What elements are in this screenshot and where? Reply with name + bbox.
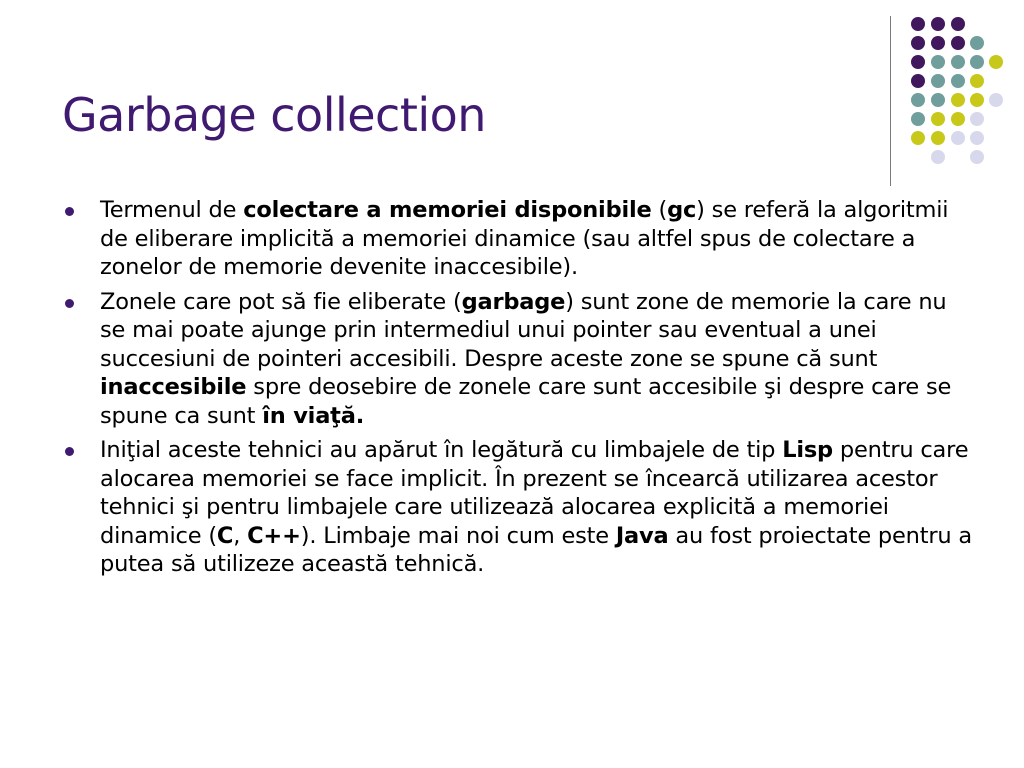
bullet-item — [62, 436, 977, 579]
decorative-dot — [911, 17, 925, 31]
decorative-dot — [931, 150, 945, 164]
bullet-text: Iniţial aceste tehnici au apărut în legătură cu limbajele de tip Lisp pentru care alocarea memoriei se face implicit. În prezent se încearcă utilizarea acestor tehnici şi pentru limbajele care utilizează alocarea explicită a memoriei dinamice (C, C++). Limbaje mai noi cum este Java au fost proiectate pentru a putea să utilizeze această tehnică. — [100, 437, 972, 577]
decorative-dot — [951, 74, 965, 88]
decorative-dot — [970, 36, 984, 50]
decorative-dot — [970, 131, 984, 145]
decorative-dot — [970, 55, 984, 69]
decorative-dot — [931, 112, 945, 126]
decorative-dot — [970, 74, 984, 88]
decorative-dot — [951, 55, 965, 69]
decorative-dot — [931, 131, 945, 145]
bullet-item — [62, 196, 977, 282]
bullet-icon — [65, 207, 74, 216]
decorative-dot — [911, 112, 925, 126]
decorative-dot — [931, 93, 945, 107]
decorative-dot — [931, 36, 945, 50]
decorative-dot — [951, 17, 965, 31]
bullet-icon — [65, 447, 74, 456]
bullet-item — [62, 288, 977, 431]
decorative-dot — [931, 17, 945, 31]
decorative-divider-line — [890, 16, 891, 186]
decorative-dot — [911, 74, 925, 88]
decorative-dot — [951, 36, 965, 50]
bullet-text: Termenul de colectare a memoriei disponibile (gc) se referă la algoritmii de eliberare implicită a memoriei dinamice (sau altfel spus de colectare a zonelor de memorie devenite inaccesibile). — [100, 197, 949, 280]
decorative-dot — [989, 93, 1003, 107]
slide-title: Garbage collection — [62, 88, 486, 142]
decorative-dot — [970, 150, 984, 164]
bullet-text: Zonele care pot să fie eliberate (garbage) sunt zone de memorie la care nu se mai poate ajunge prin intermediul unui pointer sau eventual a unei succesiuni de pointeri accesibili. Despre aceste zone se spune că sunt inaccesibile spre deosebire de zonele care sunt accesibile şi despre care se spune ca sunt în viaţă. — [100, 288, 952, 429]
decorative-dot — [989, 55, 1003, 69]
decorative-dot — [970, 112, 984, 126]
decorative-dot — [911, 93, 925, 107]
decorative-dot — [931, 74, 945, 88]
decorative-dot — [911, 36, 925, 50]
decorative-dot — [951, 112, 965, 126]
decorative-dot — [970, 93, 984, 107]
bullet-list — [62, 196, 977, 585]
decorative-dot — [951, 131, 965, 145]
bullet-icon — [65, 299, 74, 308]
decorative-dot — [911, 131, 925, 145]
decorative-dot — [931, 55, 945, 69]
decorative-dot — [911, 55, 925, 69]
decorative-dot — [951, 93, 965, 107]
